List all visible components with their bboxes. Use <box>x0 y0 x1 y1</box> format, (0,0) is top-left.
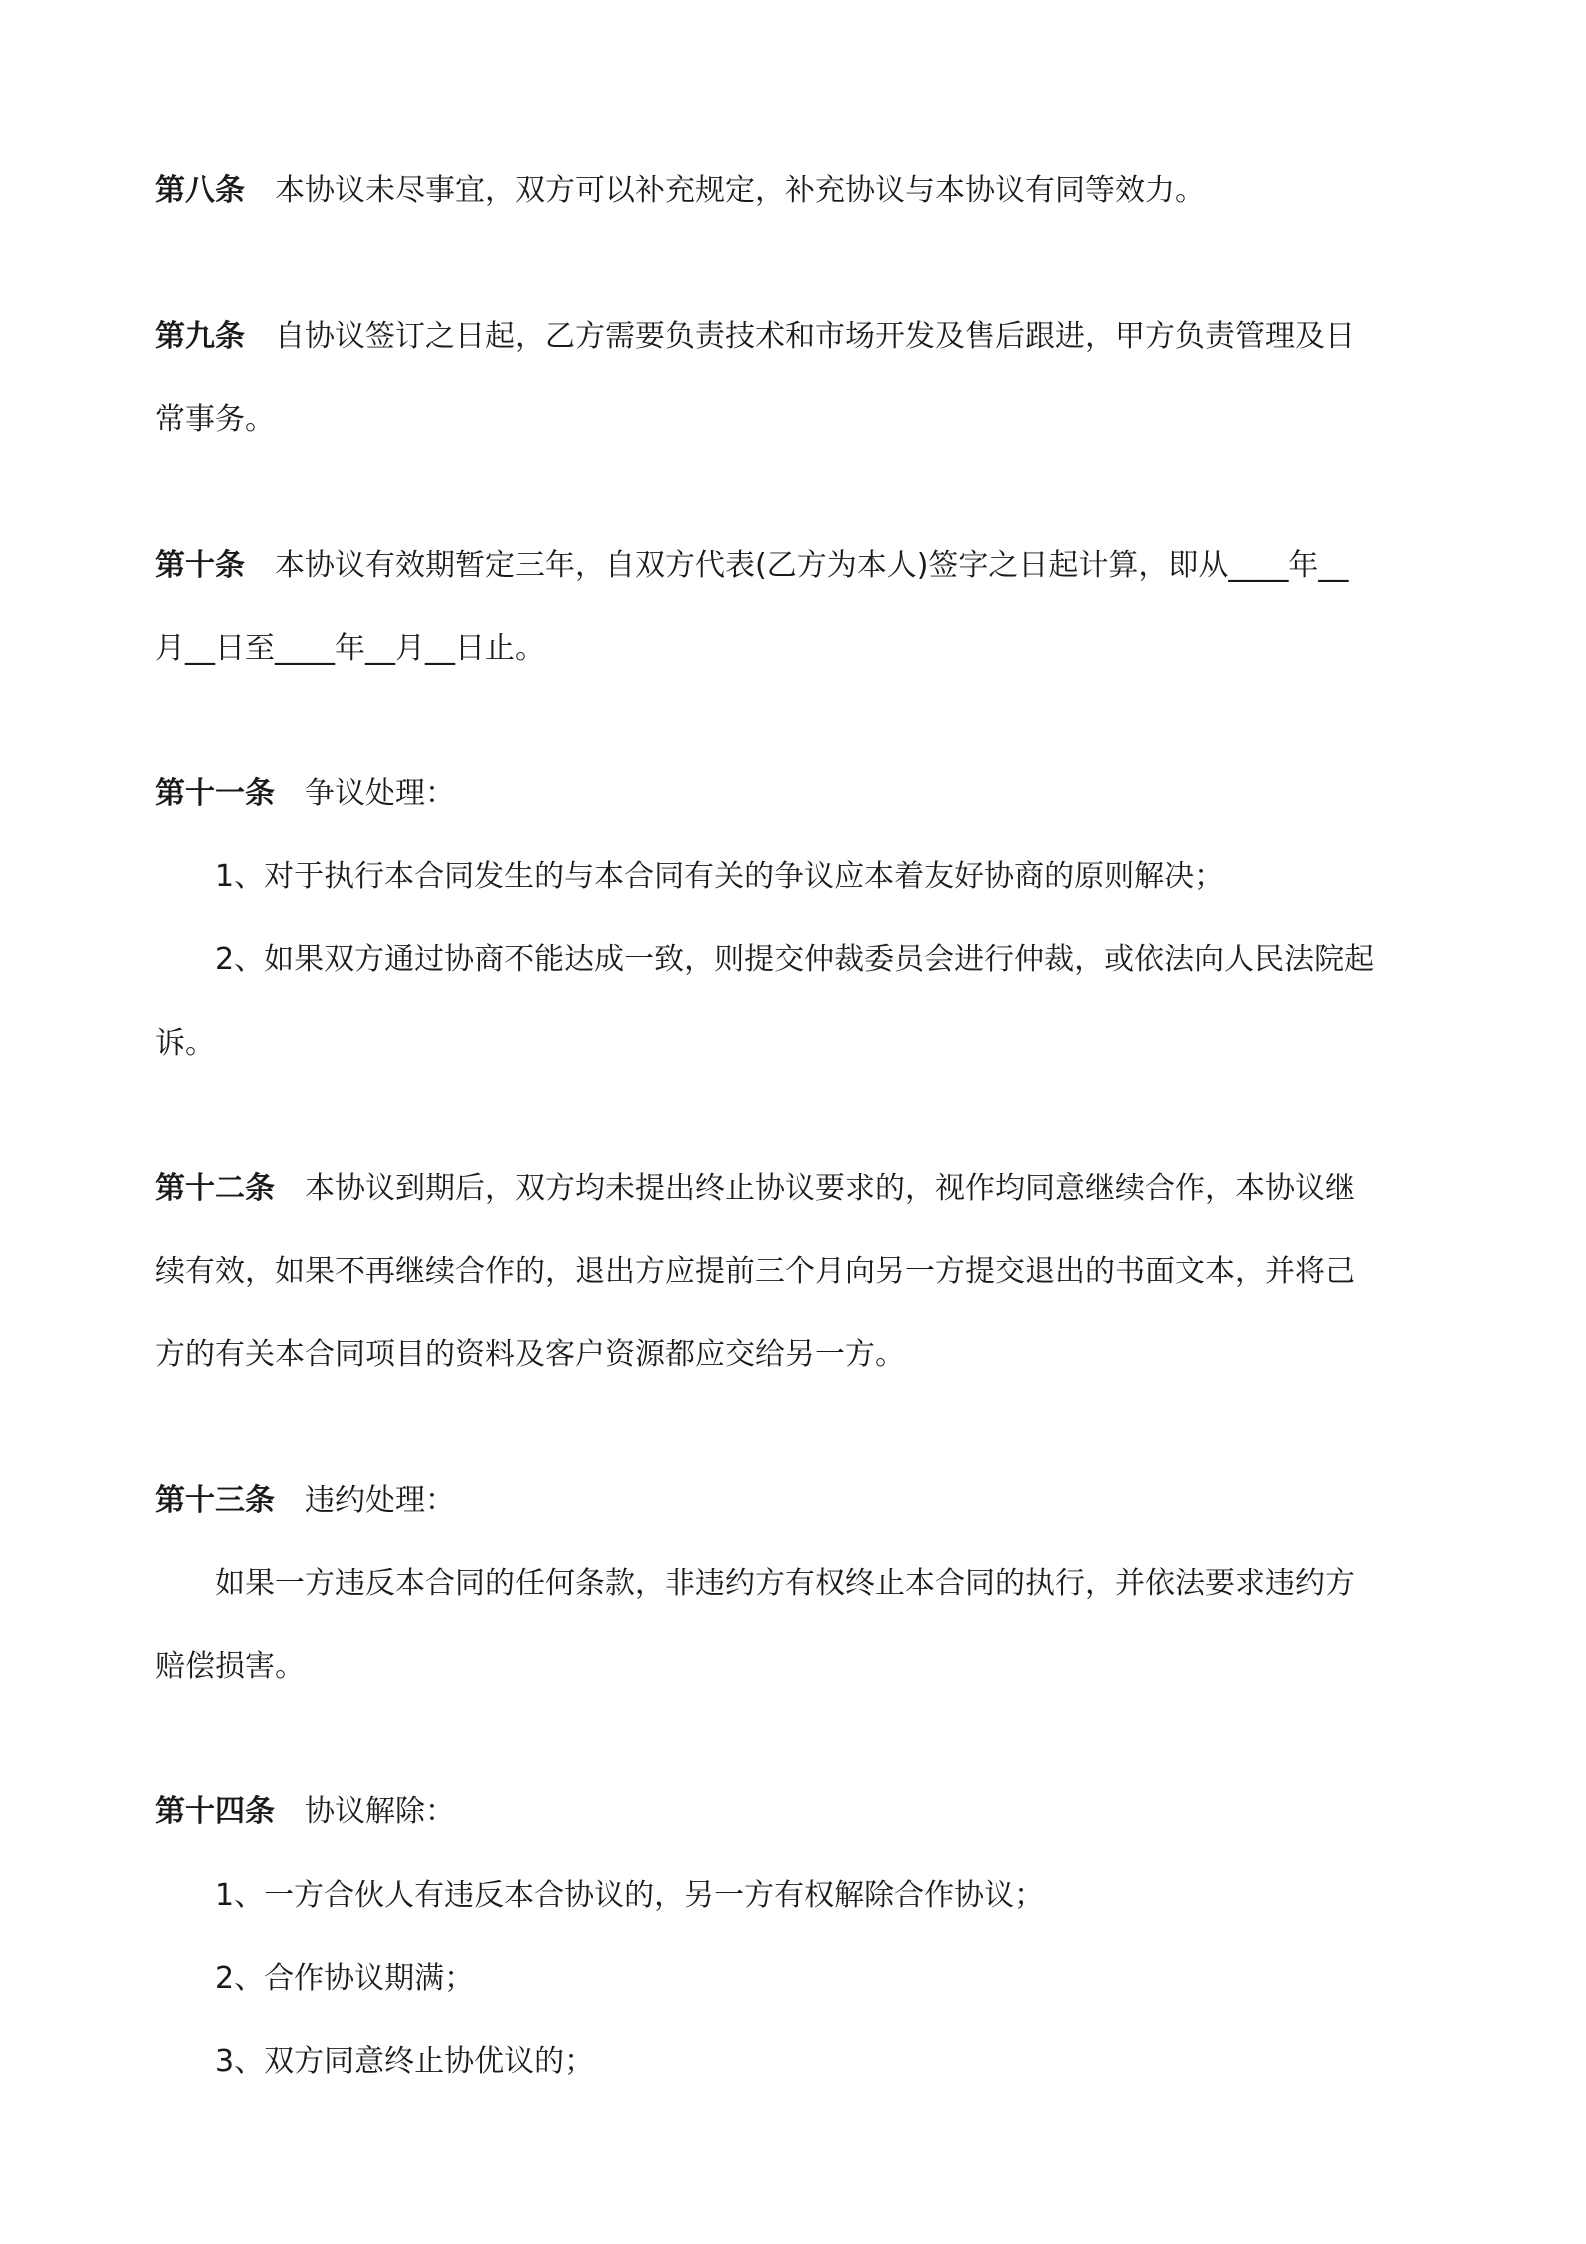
article-item: 2、合作协议期满； <box>215 1961 475 1996</box>
article-label: 第十一条 <box>155 776 275 811</box>
article-11 <box>155 774 1455 814</box>
article-label: 第十条 <box>155 548 245 583</box>
article-14-item-3 <box>215 2042 1455 2082</box>
article-14 <box>155 1792 1455 1832</box>
article-heading: 协议解除： <box>305 1794 455 1829</box>
article-label: 第九条 <box>155 319 245 354</box>
article-label: 第十四条 <box>155 1794 275 1829</box>
article-14-item-2 <box>215 1959 1455 1999</box>
article-9 <box>155 317 1455 357</box>
article-item: 2、如果双方通过协商不能达成一致，则提交仲裁委员会进行仲裁，或依法向人民法院起 <box>215 942 1375 977</box>
article-text: 本协议有效期暂定三年，自双方代表(乙方为本人)签字之日起计算，即从____年__ <box>275 548 1349 583</box>
article-13 <box>155 1481 1455 1521</box>
article-11-item-1 <box>215 857 1455 897</box>
article-heading: 违约处理： <box>305 1483 455 1518</box>
article-item: 赔偿损害。 <box>155 1649 305 1684</box>
article-12 <box>155 1169 1455 1209</box>
article-text: 方的有关本合同项目的资料及客户资源都应交给另一方。 <box>155 1337 905 1372</box>
article-label: 第八条 <box>155 173 245 208</box>
article-11-item-2 <box>215 940 1455 980</box>
article-13-item-1-continuation <box>155 1647 1455 1687</box>
article-item: 1、一方合伙人有违反本合协议的，另一方有权解除合作协议； <box>215 1878 1045 1913</box>
article-12-continuation-2 <box>155 1335 1455 1375</box>
article-label: 第十三条 <box>155 1483 275 1518</box>
article-11-item-2-continuation <box>155 1024 1455 1064</box>
article-text: 本协议到期后，双方均未提出终止协议要求的，视作均同意继续合作，本协议继 <box>305 1171 1355 1206</box>
article-9-continuation <box>155 400 1455 440</box>
article-text: 常事务。 <box>155 402 275 437</box>
article-item: 诉。 <box>155 1026 215 1061</box>
article-8 <box>155 171 1455 211</box>
article-text: 月__日至____年__月__日止。 <box>155 631 545 666</box>
article-10-continuation <box>155 629 1455 669</box>
article-text: 自协议签订之日起，乙方需要负责技术和市场开发及售后跟进，甲方负责管理及日 <box>275 319 1355 354</box>
article-item: 3、双方同意终止协优议的； <box>215 2044 595 2079</box>
article-item: 如果一方违反本合同的任何条款，非违约方有权终止本合同的执行，并依法要求违约方 <box>215 1566 1355 1601</box>
article-14-item-1 <box>215 1876 1455 1916</box>
article-12-continuation-1 <box>155 1252 1455 1292</box>
article-text: 续有效，如果不再继续合作的，退出方应提前三个月向另一方提交退出的书面文本，并将己 <box>155 1254 1355 1289</box>
article-label: 第十二条 <box>155 1171 275 1206</box>
article-heading: 争议处理： <box>305 776 455 811</box>
article-10 <box>155 546 1455 586</box>
article-item: 1、对于执行本合同发生的与本合同有关的争议应本着友好协商的原则解决； <box>215 859 1225 894</box>
article-text: 本协议未尽事宜，双方可以补充规定，补充协议与本协议有同等效力。 <box>275 173 1205 208</box>
article-13-item-1 <box>215 1564 1455 1604</box>
